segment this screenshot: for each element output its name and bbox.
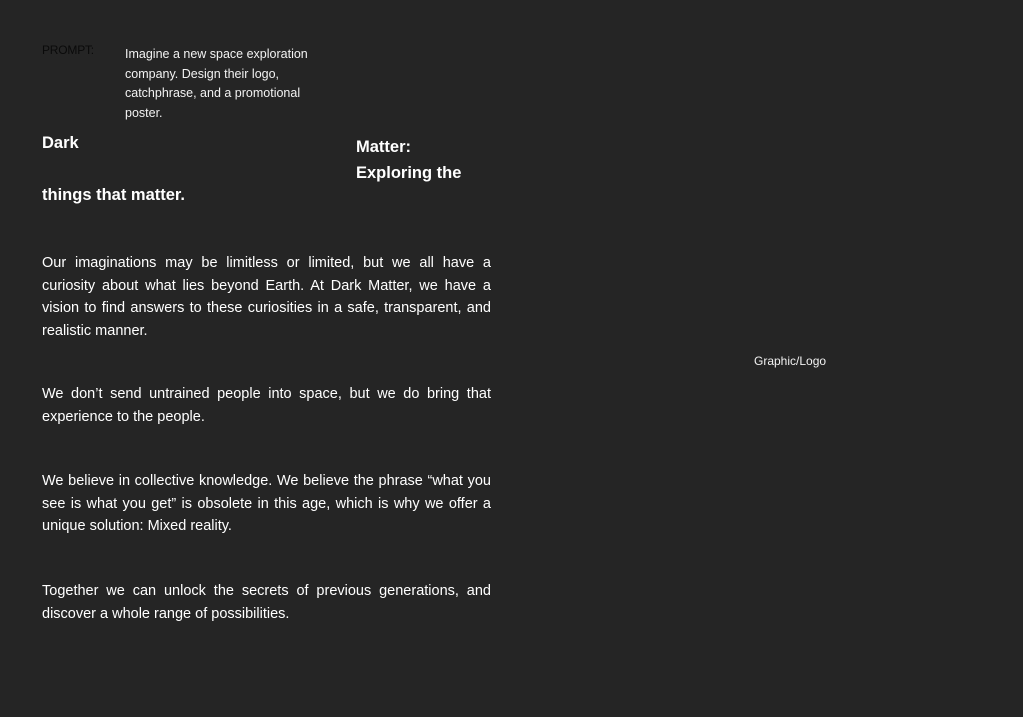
paragraph-knowledge: We believe in collective knowledge. We believe the phrase “what you see is what you get” is obsolete in this age, which is why we offer a unique solution: Mixed reality. xyxy=(42,473,491,534)
title-right-block xyxy=(356,134,461,186)
paragraph-experience: We don’t send untrained people into space, but we do bring that experience to the people. xyxy=(42,386,491,425)
title-word-dark: Dark xyxy=(42,134,79,152)
graphic-logo-placeholder: Graphic/Logo xyxy=(754,354,827,368)
paragraph-vision: Our imaginations may be limitless or limited, but we all have a curiosity about what lies beyond Earth. At Dark Matter, we have a vision to find answers to these curiosities in a safe, transparent, and realistic manner. xyxy=(42,255,491,339)
paragraph-together: Together we can unlock the secrets of previous generations, and discover a whole range of possibilities. xyxy=(42,583,491,622)
prompt-label: PROMPT: xyxy=(42,43,94,57)
title-right-line2: Exploring the xyxy=(356,164,462,182)
prompt-text: Imagine a new space exploration company. Design their logo, catchphrase, and a promotional poster. xyxy=(125,47,308,120)
title-right-line1: Matter: xyxy=(356,138,412,156)
title-line2: things that matter. xyxy=(42,186,186,204)
